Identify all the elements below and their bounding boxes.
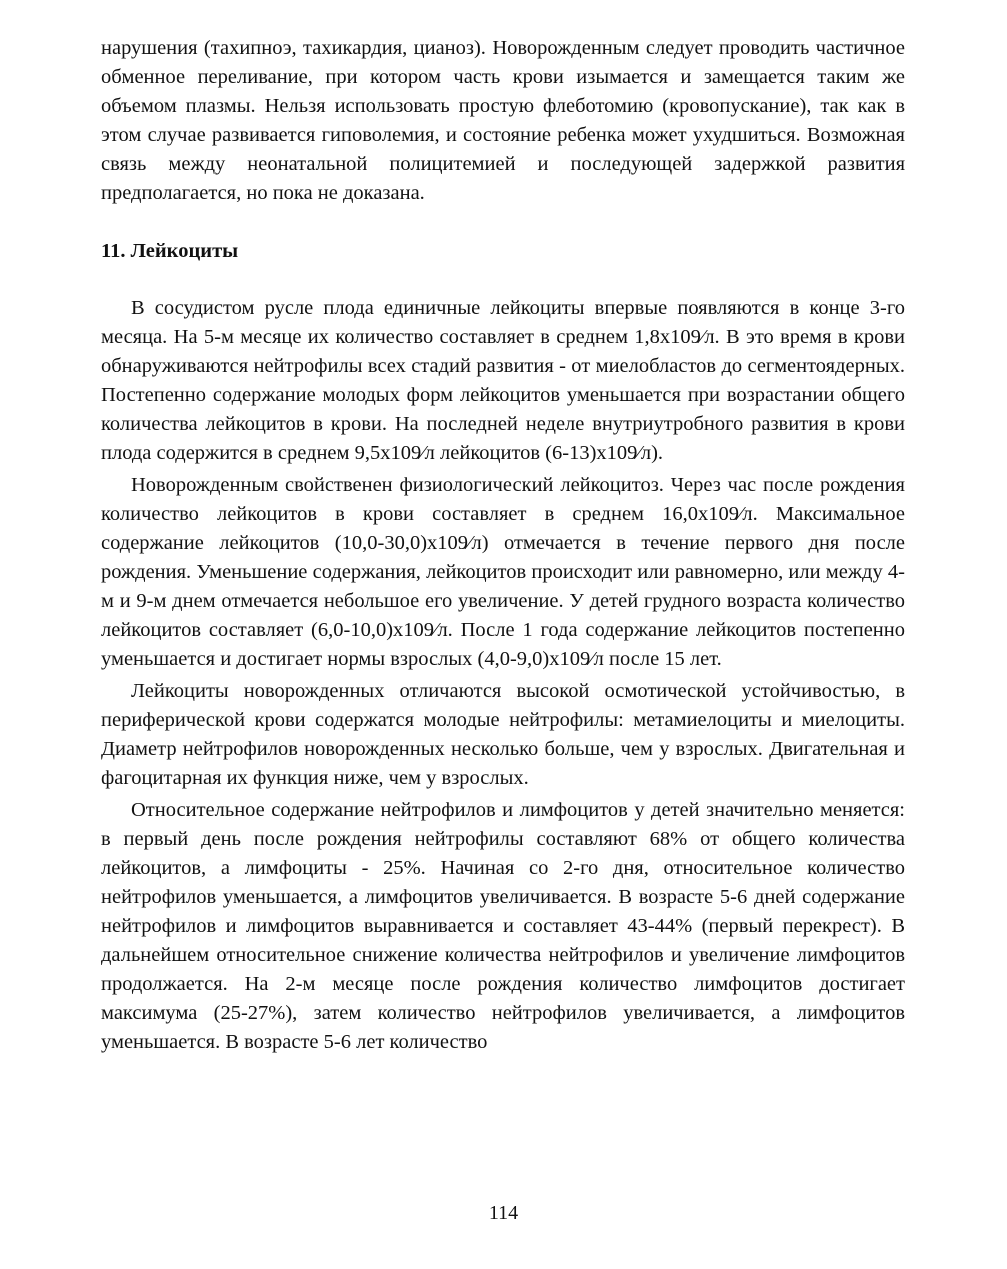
page-number: 114	[488, 1202, 519, 1224]
paragraph-4: Относительное содержание нейтрофилов и лимфоцитов у детей значительно меняется: в первый день после рождения нейтрофилы составляют 68% от общего количества лейкоцитов, а лимфоциты - 25%. Начиная со 2-го дня, относительное количество нейтрофилов уменьшается, а лимфоцитов увеличивается. В возрасте 5-6 дней содержание нейтрофилов и лимфоцитов выравнивается и составляет 43-44% (первый перекрест). В дальнейшем относительное снижение количества нейтрофилов и увеличение лимфоцитов продолжается. На 2-м месяце после рождения количество лимфоцитов достигает максимума (25-27%), затем количество нейтрофилов увеличивается, а лимфоцитов уменьшается. В возрасте 5-6 лет количество	[101, 799, 905, 1053]
document-page	[101, 34, 905, 1057]
section-heading: 11. Лейкоциты	[101, 240, 239, 262]
paragraph-2: Новорожденным свойственен физиологический лейкоцитоз. Через час после рождения количество лейкоцитов в крови составляет в среднем 16,0х109⁄л. Максимальное содержание лейкоцитов (10,0-30,0)х109⁄л) отмечается в течение первого дня после рождения. Уменьшение содержания, лейкоцитов происходит или равномерно, или между 4-м и 9-м днем отмечается небольшое его увеличение. У детей грудного возраста количество лейкоцитов составляет (6,0-10,0)х109⁄л. После 1 года содержание лейкоцитов постепенно уменьшается и достигает нормы взрослых (4,0-9,0)х109⁄л после 15 лет.	[101, 474, 905, 670]
paragraph-1: В сосудистом русле плода единичные лейкоциты впервые появляются в конце 3-го месяца. На 5-м месяце их количество составляет в среднем 1,8х109⁄л. В это время в крови обнаруживаются нейтрофилы всех стадий развития - от миелобластов до сегментоядерных. Постепенно содержание молодых форм лейкоцитов уменьшается при возрастании общего количества лейкоцитов в крови. На последней неделе внутриутробного развития в крови плода содержится в среднем 9,5х109⁄л лейкоцитов (6-13)х109⁄л).	[101, 297, 905, 464]
intro-paragraph: нарушения (тахипноэ, тахикардия, цианоз). Новорожденным следует проводить частичное обменное переливание, при котором часть крови изымается и замещается таким же объемом плазмы. Нельзя использовать простую флеботомию (кровопускание), так как в этом случае развивается гиповолемия, и состояние ребенка может ухудшиться. Возможная связь между неонатальной полицитемией и последующей задержкой развития предполагается, но пока не доказана.	[101, 37, 905, 204]
paragraph-3: Лейкоциты новорожденных отличаются высокой осмотической устойчивостью, в периферической крови содержатся молодые нейтрофилы: метамиелоциты и миелоциты. Диаметр нейтрофилов новорожденных несколько больше, чем у взрослых. Двигательная и фагоцитарная их функция ниже, чем у взрослых.	[101, 680, 905, 789]
